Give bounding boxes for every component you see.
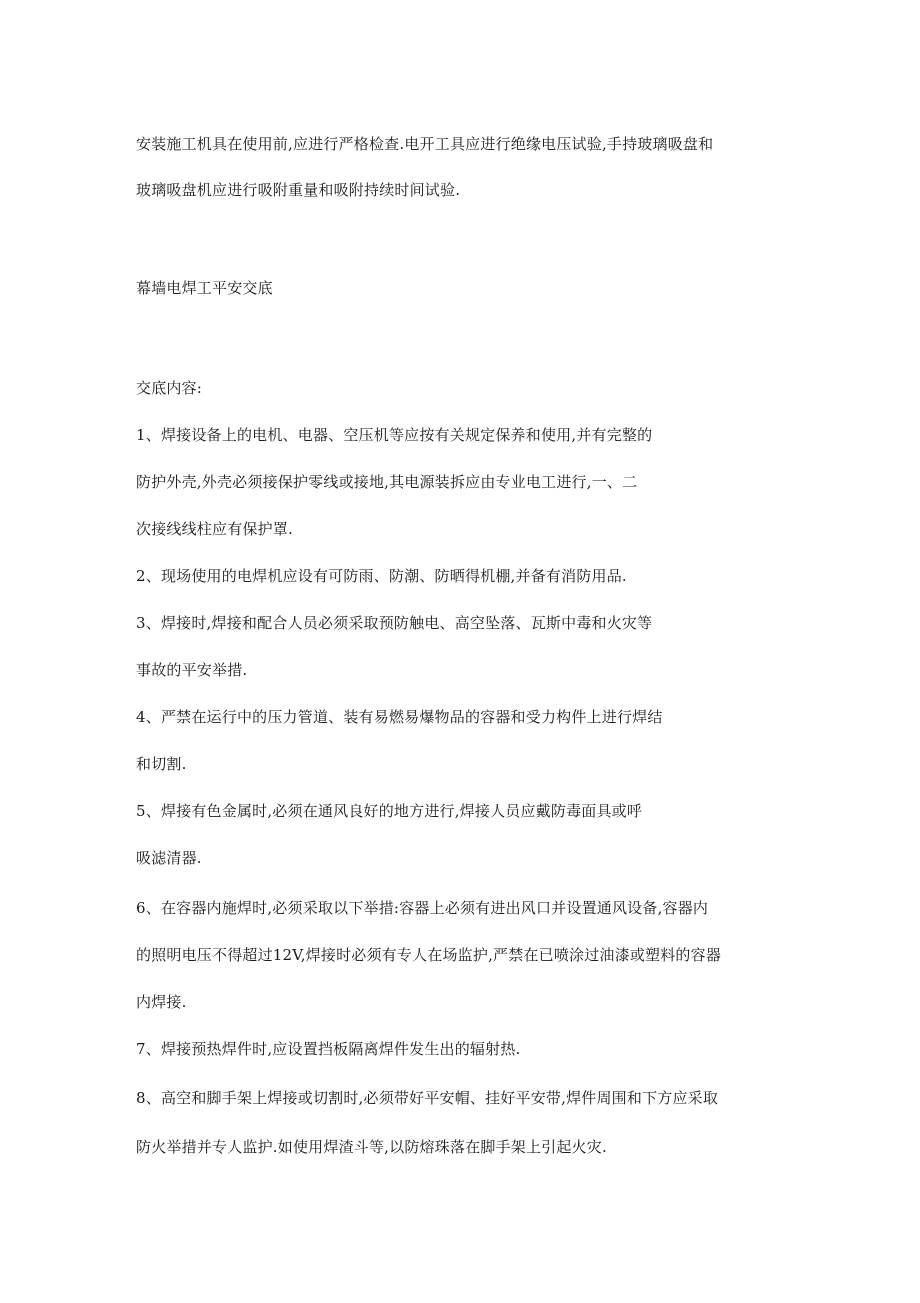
paragraph-line: 安装施工机具在使用前,应进行严格检查.电开工具应进行绝缘电压试验,手持玻璃吸盘和 [136, 135, 714, 153]
section-title: 幕墙电焊工平安交底 [136, 279, 273, 297]
list-item-line: 5、焊接有色金属时,必须在通风良好的地方进行,焊接人员应戴防毒面具或呼 [136, 802, 643, 820]
list-item-line: 和切割. [136, 755, 187, 773]
list-item-line: 8、高空和脚手架上焊接或切割时,必须带好平安帽、挂好平安带,焊件周围和下方应采取 [136, 1089, 719, 1107]
list-item-line: 次接线线柱应有保护罩. [136, 520, 293, 538]
paragraph-line: 交底内容: [136, 379, 203, 397]
list-item-line: 内焊接. [136, 993, 187, 1011]
list-item-line: 吸滤清器. [136, 849, 202, 867]
paragraph-line: 玻璃吸盘机应进行吸附重量和吸附持续时间试验. [136, 181, 461, 199]
list-item-line: 2、现场使用的电焊机应设有可防雨、防潮、防晒得机棚,并备有消防用品. [136, 567, 627, 585]
list-item-line: 防护外壳,外壳必须接保护零线或接地,其电源装拆应由专业电工进行,一、二 [136, 473, 638, 491]
list-item-line: 1、焊接设备上的电机、电器、空压机等应按有关规定保养和使用,并有完整的 [136, 426, 653, 444]
list-item-line: 7、焊接预热焊件时,应设置挡板隔离焊件发生出的辐射热. [136, 1040, 521, 1058]
list-item-line: 防火举措并专人监护.如使用焊渣斗等,以防熔珠落在脚手架上引起火灾. [136, 1138, 607, 1156]
list-item-line: 的照明电压不得超过12V,焊接时必须有专人在场监护,严禁在已喷涂过油漆或塑料的容器 [136, 946, 722, 964]
list-item-line: 6、在容器内施焊时,必须采取以下举措:容器上必须有进出风口并设置通风设备,容器内 [136, 899, 709, 917]
list-item-line: 3、焊接时,焊接和配合人员必须采取预防触电、高空坠落、瓦斯中毒和火灾等 [136, 614, 653, 632]
list-item-line: 4、严禁在运行中的压力管道、装有易燃易爆物品的容器和受力构件上进行焊结 [136, 708, 663, 726]
list-item-line: 事故的平安举措. [136, 661, 248, 679]
